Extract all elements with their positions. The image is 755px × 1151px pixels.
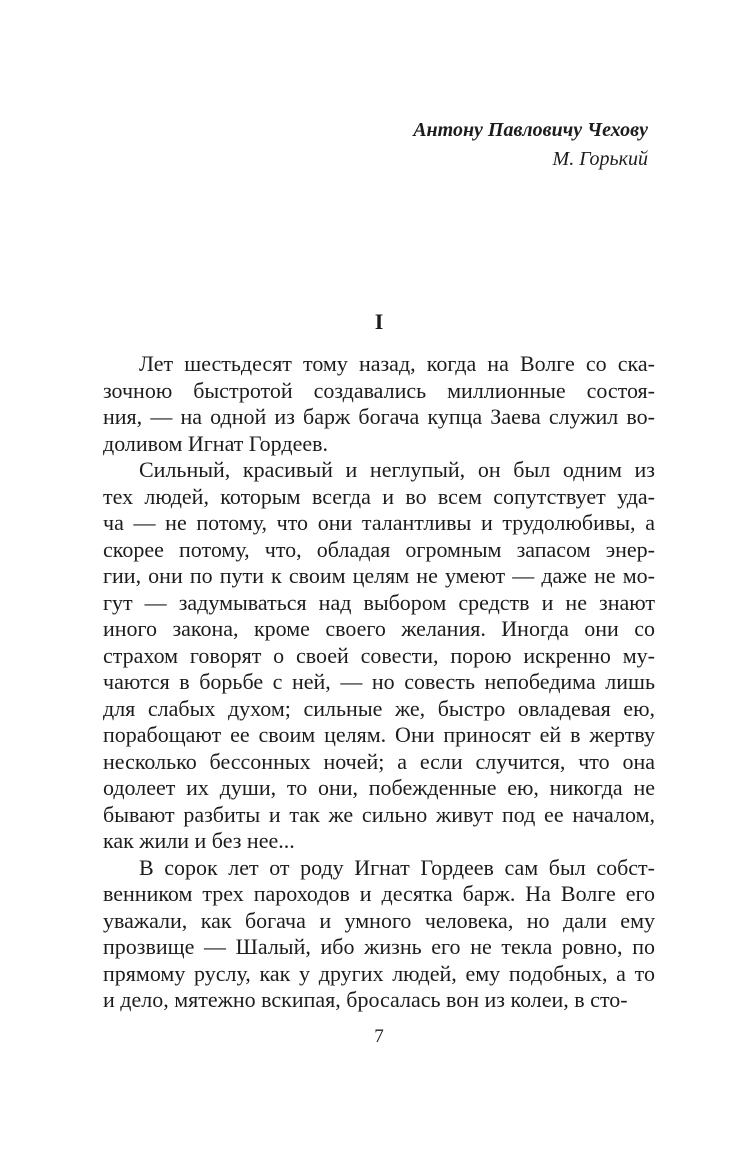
text-line: гии, они по пути к своим целям не умеют — даже не мо-	[103, 563, 655, 588]
text-line: венником трех пароходов и десятка барж. На Волге его	[103, 881, 655, 906]
text-line: В сорок лет от роду Игнат Гордеев сам был собст-	[139, 854, 655, 880]
text-line: страхом говорят о своей совести, порою искренно му-	[103, 642, 655, 668]
dedication-author: М. Горький	[552, 148, 648, 170]
paragraph	[103, 855, 655, 1014]
text-line: иного закона, кроме своего желания. Иногда они со	[103, 616, 655, 641]
dedication-recipient: Антону Павловичу Чехову	[413, 119, 648, 141]
text-line: одолеет их души, то они, побежденные ею, никогда не	[103, 775, 655, 800]
text-line: уважали, как богача и умного человека, но дали ему	[103, 907, 655, 933]
text-line: тех людей, которым всегда и во всем сопутствует уда-	[103, 483, 655, 509]
text-line: скорее потому, что, обладая огромным запасом энер-	[103, 536, 655, 562]
text-line: прямому руслу, как у других людей, ему подобных, а то	[103, 960, 655, 986]
text-line: несколько бессонных ночей; а если случится, что она	[103, 748, 655, 774]
paragraph	[103, 457, 655, 855]
text-line: бывают разбиты и так же сильно живут под ее началом,	[103, 801, 655, 827]
text-line: ния, — на одной из барж богача купца Заева служил во-	[103, 404, 655, 429]
text-line: Лет шестьдесят тому назад, когда на Волге со ска-	[139, 351, 655, 376]
text-line: чаются в борьбе с ней, — но совесть непобедима лишь	[103, 669, 655, 694]
text-line: для слабых духом; сильные же, быстро овладевая ею,	[103, 695, 655, 721]
paragraph	[103, 351, 655, 457]
text-line: порабощают ее своим целям. Они приносят ей в жертву	[103, 722, 655, 747]
body-text	[103, 351, 655, 1014]
text-line: Сильный, красивый и неглупый, он был одним из	[139, 457, 655, 482]
dedication	[103, 116, 648, 174]
text-line: ча — не потому, что они талантливы и трудолюбивы, а	[103, 510, 655, 535]
text-line: прозвище — Шалый, ибо жизнь его не текла ровно, по	[103, 934, 655, 959]
text-line: зочною быстротой создавались миллионные состоя-	[103, 377, 655, 403]
page-number: 7	[374, 1026, 384, 1047]
text-line: как жили и без нее...	[103, 828, 295, 853]
text-line: и дело, мятежно вскипая, бросалась вон из колеи, в сто-	[103, 987, 628, 1012]
chapter-heading: I	[374, 309, 384, 334]
text-line: гут — задумываться над выбором средств и не знают	[103, 589, 655, 615]
text-line: доливом Игнат Гордеев.	[103, 430, 328, 456]
